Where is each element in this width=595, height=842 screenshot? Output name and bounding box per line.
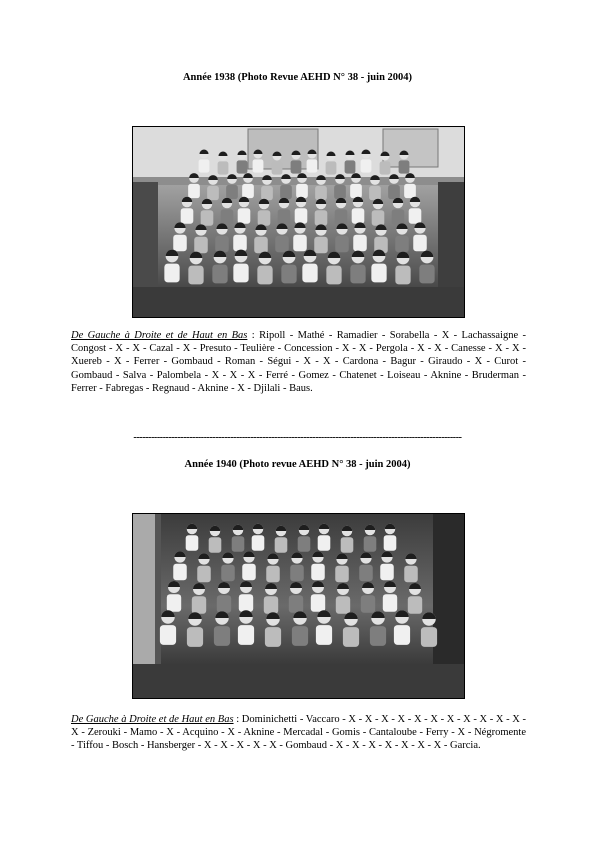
class-photo-1940 (132, 513, 465, 699)
photo-1940-title: Année 1940 (Photo revue AEHD N° 38 - juin 2004) (184, 459, 411, 470)
class-photo-1938-image (133, 127, 464, 317)
caption-1940-names: : Dominichetti - Vaccaro - X - X - X - X - X - X - X - X - X - X - X - X - Zerouki - Mamo - X - Acquino - X - Aknine - Mercadal - Gomis - Cantaloube - Ferry - X - Négromente - Tiffou - Bosch - Hansberger - X - X - X - X - X - Gombaud - X - X - X - X - X - X - X - Garcia. (71, 714, 526, 752)
caption-1938-lead: De Gauche à Droite et de Haut en Bas (71, 330, 248, 341)
class-photo-1940-image (133, 514, 464, 698)
photo-1938-title: Année 1938 (Photo Revue AEHD N° 38 - juin 2004) (182, 72, 413, 83)
caption-1940-lead: De Gauche à Droite et de Haut en Bas (71, 714, 234, 725)
separator-line: ---------------------------------------------------------------------------------------------------------------- (133, 432, 462, 443)
caption-1938-names: : Ripoll - Mathé - Ramadier - Sorabella - X - Lachassaigne - Congost - X - X - Cazal - X - Presuto - Teulière - Concession - X - X - Pergola - X - X - Canesse - X - X - Xuereb - X - Ferrer - Gombaud - Roman - Ségui - X - X - Cardona - Bagur - Giraudo - X - Curot - Gombaud - Salva - Palombela - X - X - X - Ferré - Gomez - Chatenet - Loiseau - Aknine - Bruderman - Ferrer - Fabregas - Regnaud - Aknine - X - Djilali - Baus. (71, 330, 526, 394)
photo-1938-caption (71, 329, 526, 395)
class-photo-1938 (132, 126, 465, 318)
photo-1940-caption (71, 713, 526, 753)
